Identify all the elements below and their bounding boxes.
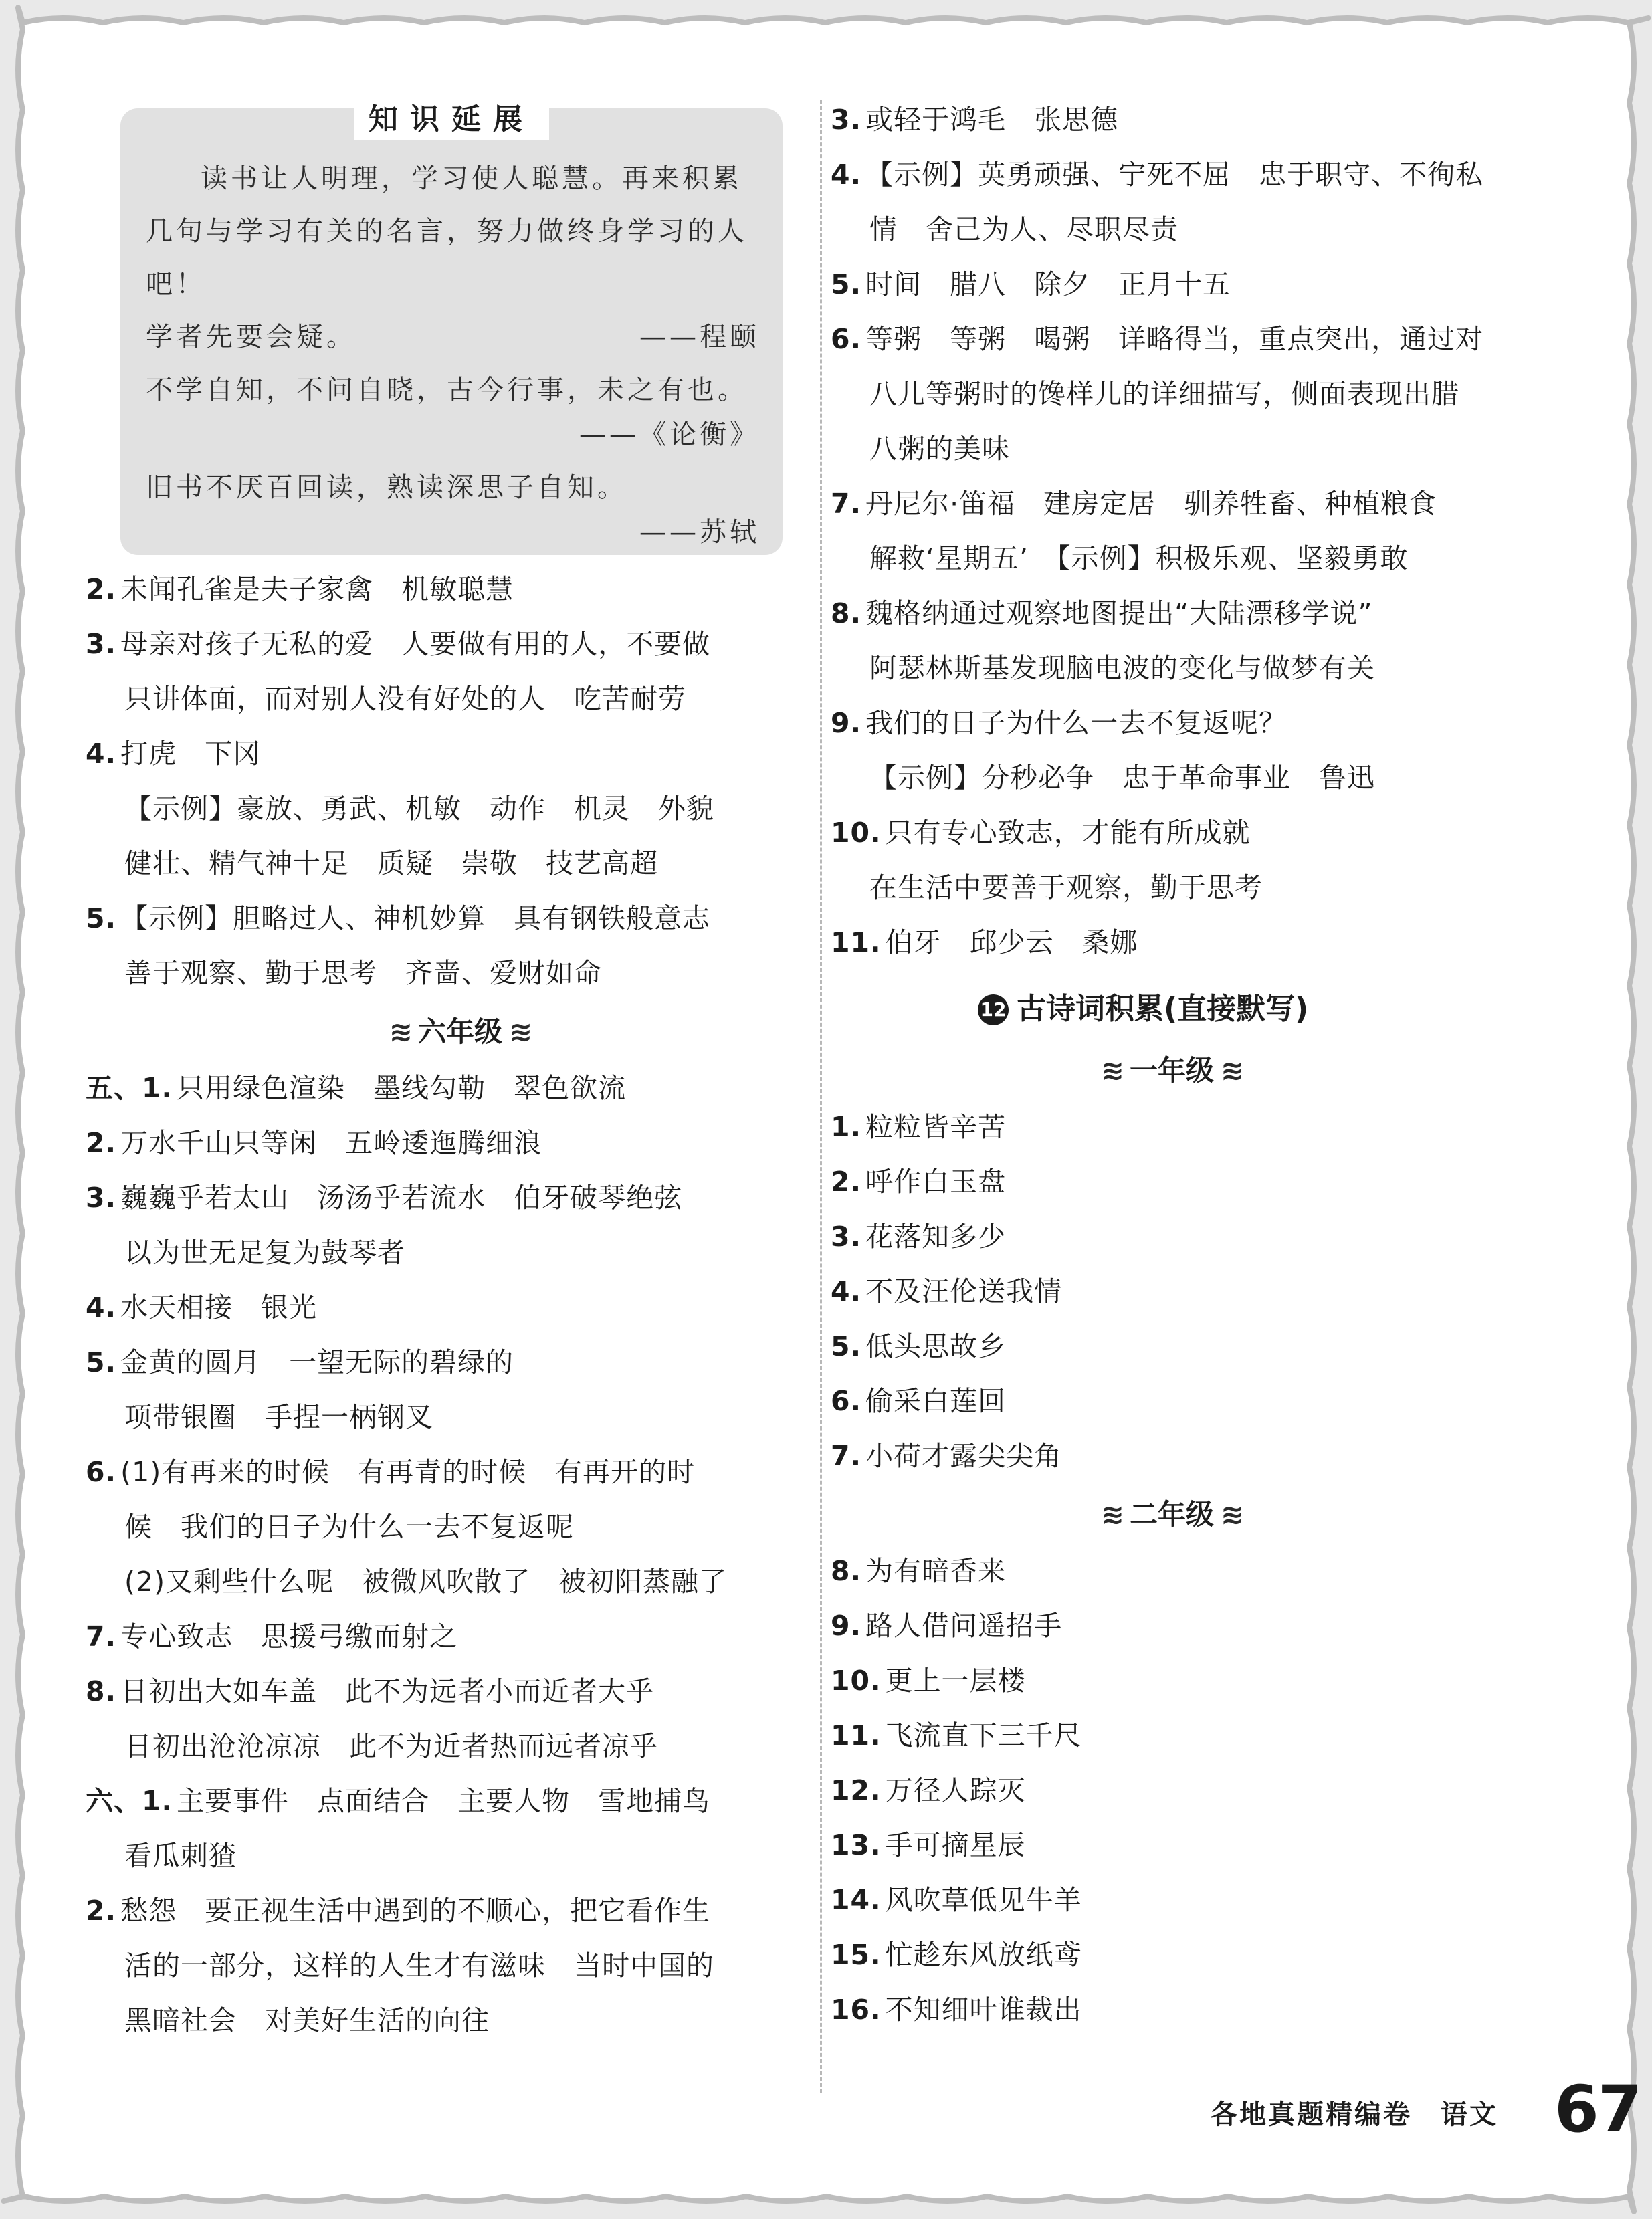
answer-line — [831, 915, 1586, 970]
answer-continuation: (2)又剩些什么呢 被微风吹散了 被初阳蒸融了 — [124, 1566, 728, 1598]
answer-text: 时间 腊八 除夕 正月十五 — [865, 268, 1231, 300]
answer-line — [831, 1763, 1586, 1818]
answer-item — [86, 1774, 835, 1883]
answer-item — [831, 1708, 1586, 1763]
answer-item — [831, 1763, 1586, 1818]
answer-item — [831, 1099, 1586, 1154]
answer-item — [831, 1873, 1586, 1927]
answer-text: 只用绿色渲染 墨线勾勒 翠色欲流 — [177, 1072, 627, 1104]
answer-line — [831, 1264, 1586, 1319]
answer-continuation: 活的一部分，这样的人生才有滋味 当时中国的 — [124, 1949, 714, 1982]
answer-line — [831, 257, 1586, 312]
item-number: 1. — [831, 1111, 862, 1143]
quote-source: ——程颐 — [639, 322, 760, 352]
answer-item — [831, 92, 1586, 147]
answer-list-grade-six — [86, 1061, 835, 2048]
answer-item — [86, 1335, 835, 1445]
item-number: 9. — [831, 1610, 862, 1642]
poem-list-grade-one — [831, 1099, 1586, 1483]
answer-line — [831, 1544, 1586, 1598]
answer-text: 打虎 下冈 — [120, 738, 262, 770]
answer-text: 水天相接 银光 — [120, 1291, 318, 1324]
answer-continuation: 善于观察、勤于思考 齐啬、爱财如命 — [124, 957, 602, 989]
item-number: 6. — [831, 323, 862, 355]
answer-line — [831, 1099, 1586, 1154]
item-number: 3. — [86, 628, 117, 660]
answer-item — [831, 586, 1586, 696]
answer-line — [831, 312, 1586, 366]
item-number: 8. — [831, 1555, 862, 1587]
wave-icon: ≋ — [389, 1015, 411, 1048]
answer-item — [831, 1818, 1586, 1873]
answer-text: 低头思故乡 — [865, 1330, 1007, 1362]
answer-item — [831, 1544, 1586, 1598]
item-number: 7. — [86, 1620, 117, 1653]
answer-text: 不及汪伦送我情 — [865, 1275, 1063, 1307]
answer-item — [831, 805, 1586, 915]
answer-continuation: 八儿等粥时的馋样儿的详细描写，侧面表现出腊 — [869, 378, 1459, 410]
answer-continuation: 情 舍己为人、尽职尽责 — [869, 213, 1178, 245]
answer-text: 魏格纳通过观察地图提出“大陆漂移学说” — [865, 597, 1373, 629]
item-number: 14. — [831, 1884, 882, 1916]
book-name: 各地真题精编卷 语文 — [1211, 2099, 1498, 2130]
answer-item — [86, 1280, 835, 1335]
item-number: 六、1. — [86, 1785, 173, 1817]
quote-text: 不学自知，不问自晓，古今行事，未之有也。 — [146, 375, 748, 405]
answer-line — [831, 1154, 1586, 1209]
knowledge-intro: 读书让人明理，学习使人聪慧。再来积累几句与学习有关的名言，努力做终身学习的人吧！ — [146, 163, 748, 300]
answer-text: 金黄的圆月 一望无际的碧绿的 — [120, 1346, 514, 1378]
answer-text: 专心致志 思援弓缴而射之 — [120, 1620, 458, 1653]
answer-line — [831, 696, 1586, 750]
item-number: 5. — [831, 268, 862, 300]
quote-text: 学者先要会疑。 — [146, 322, 356, 352]
answer-item — [831, 915, 1586, 970]
answer-line — [86, 726, 835, 781]
answer-line — [831, 1598, 1586, 1653]
answer-line — [831, 805, 1586, 860]
grade-heading-six: ≋ 六年级 ≋ — [389, 1015, 532, 1048]
answer-item — [831, 696, 1586, 805]
answer-text: 丹尼尔·笛福 建房定居 驯养牲畜、种植粮食 — [865, 488, 1437, 520]
answer-line — [86, 1061, 835, 1116]
answer-text: 【示例】英勇顽强、宁死不屈 忠于职守、不徇私 — [865, 158, 1484, 191]
section-number-badge: 12 — [978, 994, 1009, 1025]
answer-line — [86, 1335, 835, 1390]
item-number: 2. — [86, 1895, 117, 1927]
item-number: 6. — [86, 1456, 117, 1488]
answer-continuation: 只讲体面，而对别人没有好处的人 吃苦耐劳 — [124, 683, 686, 715]
item-number: 8. — [86, 1675, 117, 1707]
item-number: 3. — [86, 1182, 117, 1214]
item-number: 11. — [831, 1719, 882, 1752]
answer-item — [831, 1154, 1586, 1209]
answer-text: 飞流直下三千尺 — [885, 1719, 1082, 1752]
answer-text: 万径人踪灭 — [885, 1774, 1026, 1806]
answer-text: 未闻孔雀是夫子家禽 机敏聪慧 — [120, 573, 514, 605]
section-heading — [831, 979, 1586, 1039]
item-number: 五、1. — [86, 1072, 173, 1104]
wave-icon: ≋ — [1221, 1054, 1243, 1087]
item-number: 11. — [831, 926, 882, 958]
answer-list-right-top — [831, 92, 1586, 970]
answer-text: 只有专心致志，才能有所成就 — [885, 817, 1251, 849]
answer-continuation: 以为世无足复为鼓琴者 — [124, 1237, 405, 1269]
answer-line — [831, 476, 1586, 531]
answer-text: 风吹草低见牛羊 — [885, 1884, 1082, 1916]
answer-text: (1)有再来的时候 有再青的时候 有再开的时 — [120, 1456, 696, 1488]
item-number: 5. — [86, 1346, 117, 1378]
answer-text: 不知细叶谁裁出 — [885, 1994, 1082, 2026]
item-number: 4. — [86, 1291, 117, 1324]
page-number: 67 — [1554, 2072, 1641, 2147]
answer-item — [86, 1883, 835, 2048]
wave-icon: ≋ — [509, 1015, 532, 1048]
item-number: 6. — [831, 1385, 862, 1417]
answer-continuation: 八粥的美味 — [869, 433, 1010, 465]
answer-line — [86, 617, 835, 671]
wave-icon: ≋ — [1100, 1498, 1123, 1531]
answer-item — [86, 1664, 835, 1774]
answer-text: 巍巍乎若太山 汤汤乎若流水 伯牙破琴绝弦 — [120, 1182, 683, 1214]
answer-text: 小荷才露尖尖角 — [865, 1440, 1063, 1472]
answer-line — [86, 1774, 835, 1828]
answer-line — [831, 1708, 1586, 1763]
answer-item — [831, 476, 1586, 586]
knowledge-box-title: 知识延展 — [120, 92, 783, 140]
quote-source: ——《论衡》 — [579, 419, 760, 450]
answer-text: 等粥 等粥 喝粥 详略得当，重点突出，通过对 — [865, 323, 1484, 355]
answer-item — [86, 1609, 835, 1664]
answer-continuation: 项带银圈 手捏一柄钢叉 — [124, 1401, 433, 1433]
answer-text: 【示例】胆略过人、神机妙算 具有钢铁般意志 — [120, 902, 711, 934]
quote-source: ——苏轼 — [639, 517, 760, 548]
answer-item — [86, 617, 835, 726]
item-number: 2. — [831, 1166, 862, 1198]
answer-continuation: 黑暗社会 对美好生活的向往 — [124, 2004, 490, 2036]
answer-text: 为有暗香来 — [865, 1555, 1007, 1587]
answer-item — [831, 1927, 1586, 1982]
answer-continuation: 看瓜刺猹 — [124, 1840, 237, 1872]
answer-item — [831, 1653, 1586, 1708]
answer-item — [86, 1061, 835, 1116]
answer-continuation: 健壮、精气神十足 质疑 崇敬 技艺高超 — [124, 847, 658, 879]
answer-list-left-top — [86, 562, 835, 1000]
answer-item — [831, 1429, 1586, 1483]
item-number: 5. — [831, 1330, 862, 1362]
answer-line — [831, 1873, 1586, 1927]
answer-line — [86, 1664, 835, 1719]
answer-line — [86, 1883, 835, 1938]
answer-item — [831, 312, 1586, 476]
right-column — [831, 92, 1586, 2037]
item-number: 7. — [831, 1440, 862, 1472]
page-content — [47, 47, 1641, 2174]
answer-line — [86, 1116, 835, 1170]
grade-heading-one: ≋ 一年级 ≋ — [1100, 1054, 1243, 1087]
answer-line — [86, 1609, 835, 1664]
answer-line — [86, 562, 835, 617]
item-number: 2. — [86, 1127, 117, 1159]
answer-line — [86, 1170, 835, 1225]
answer-item — [831, 147, 1586, 257]
answer-text: 伯牙 邱少云 桑娜 — [885, 926, 1138, 958]
answer-continuation: 【示例】豪放、勇武、机敏 动作 机灵 外貌 — [124, 793, 714, 825]
item-number: 12. — [831, 1774, 882, 1806]
item-number: 4. — [831, 1275, 862, 1307]
item-number: 8. — [831, 597, 862, 629]
section-title: 古诗词积累(直接默写) — [1017, 992, 1309, 1026]
answer-continuation: 阿瑟林斯基发现脑电波的变化与做梦有关 — [869, 652, 1375, 684]
item-number: 15. — [831, 1939, 882, 1971]
answer-line — [86, 891, 835, 946]
answer-item — [86, 1445, 835, 1609]
answer-text: 粒粒皆辛苦 — [865, 1111, 1007, 1143]
answer-line — [831, 586, 1586, 641]
answer-line — [86, 1445, 835, 1499]
quote-text: 旧书不厌百回读，熟读深思子自知。 — [146, 472, 627, 503]
answer-continuation: 在生活中要善于观察，勤于思考 — [869, 871, 1263, 904]
answer-text: 手可摘星辰 — [885, 1829, 1026, 1861]
answer-item — [86, 562, 835, 617]
item-number: 3. — [831, 1221, 862, 1253]
answer-line — [831, 147, 1586, 202]
answer-text: 或轻于鸿毛 张思德 — [865, 104, 1119, 136]
answer-text: 日初出大如车盖 此不为远者小而近者大乎 — [120, 1675, 655, 1707]
left-column — [86, 102, 835, 2048]
grade-heading-two: ≋ 二年级 ≋ — [1100, 1498, 1243, 1531]
answer-line — [831, 1209, 1586, 1264]
answer-text: 我们的日子为什么一去不复返呢？ — [865, 707, 1287, 739]
answer-item — [831, 1319, 1586, 1374]
answer-text: 母亲对孩子无私的爱 人要做有用的人，不要做 — [120, 628, 711, 660]
item-number: 4. — [86, 738, 117, 770]
answer-item — [86, 726, 835, 891]
answer-item — [86, 1116, 835, 1170]
answer-item — [831, 1264, 1586, 1319]
item-number: 9. — [831, 707, 862, 739]
answer-line — [831, 1982, 1586, 2037]
item-number: 3. — [831, 104, 862, 136]
answer-item — [86, 891, 835, 1000]
answer-line — [831, 1319, 1586, 1374]
answer-text: 更上一层楼 — [885, 1665, 1026, 1697]
poem-list-grade-two — [831, 1544, 1586, 2037]
item-number: 10. — [831, 1665, 882, 1697]
answer-item — [86, 1170, 835, 1280]
answer-line — [831, 92, 1586, 147]
answer-text: 主要事件 点面结合 主要人物 雪地捕鸟 — [177, 1785, 711, 1817]
answer-continuation: 候 我们的日子为什么一去不复返呢 — [124, 1511, 574, 1543]
answer-text: 忙趁东风放纸鸢 — [885, 1939, 1082, 1971]
answer-line — [831, 1818, 1586, 1873]
answer-line — [831, 1374, 1586, 1429]
item-number: 10. — [831, 817, 882, 849]
answer-text: 愁怨 要正视生活中遇到的不顺心，把它看作生 — [120, 1895, 711, 1927]
answer-item — [831, 1209, 1586, 1264]
answer-text: 花落知多少 — [865, 1221, 1007, 1253]
knowledge-extension-box — [120, 102, 783, 555]
answer-text: 路人借问遥招手 — [865, 1610, 1063, 1642]
answer-text: 万水千山只等闲 五岭逶迤腾细浪 — [120, 1127, 542, 1159]
answer-line — [831, 1429, 1586, 1483]
answer-item — [831, 257, 1586, 312]
answer-line — [86, 1280, 835, 1335]
item-number: 2. — [86, 573, 117, 605]
answer-continuation: 【示例】分秒必争 忠于革命事业 鲁迅 — [869, 762, 1375, 794]
answer-continuation: 解救‘星期五’ 【示例】积极乐观、坚毅勇敢 — [869, 542, 1409, 574]
answer-item — [831, 1982, 1586, 2037]
answer-text: 呼作白玉盘 — [865, 1166, 1007, 1198]
item-number: 13. — [831, 1829, 882, 1861]
answer-item — [831, 1374, 1586, 1429]
wave-icon: ≋ — [1221, 1498, 1243, 1531]
wave-icon: ≋ — [1100, 1054, 1123, 1087]
item-number: 4. — [831, 158, 862, 191]
answer-line — [831, 1927, 1586, 1982]
answer-continuation: 日初出沧沧凉凉 此不为近者热而远者凉乎 — [124, 1730, 658, 1762]
answer-text: 偷采白莲回 — [865, 1385, 1007, 1417]
item-number: 7. — [831, 488, 862, 520]
item-number: 5. — [86, 902, 117, 934]
answer-item — [831, 1598, 1586, 1653]
answer-line — [831, 1653, 1586, 1708]
item-number: 16. — [831, 1994, 882, 2026]
